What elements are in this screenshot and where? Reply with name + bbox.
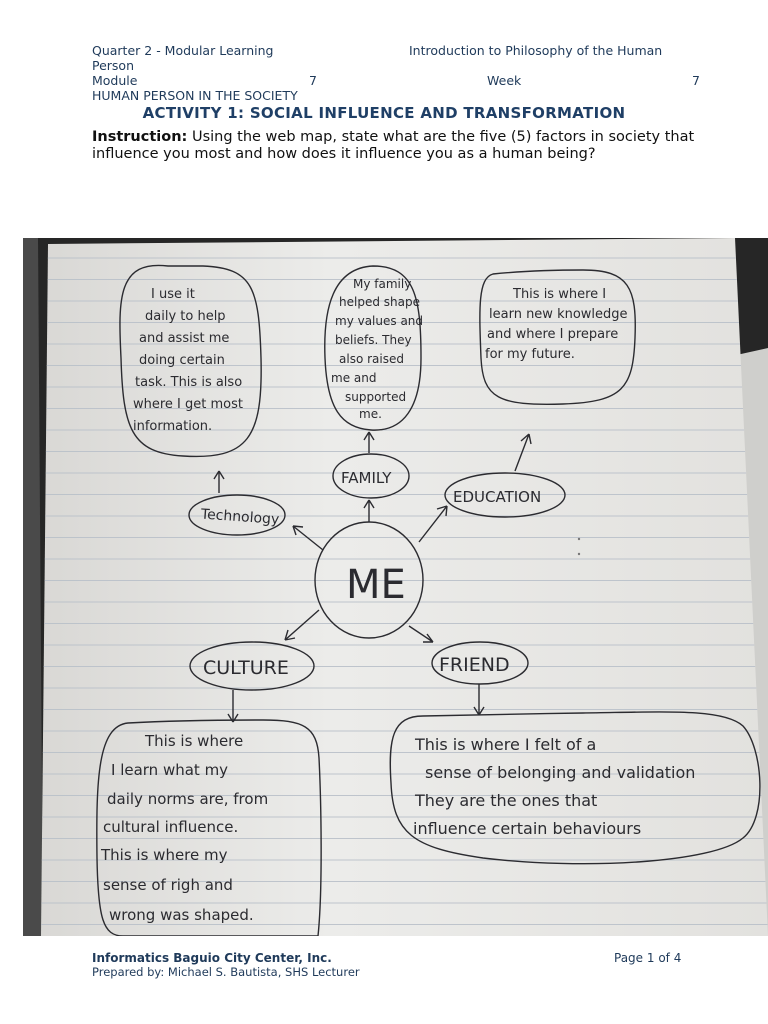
- center-me-text: ME: [346, 562, 406, 608]
- culture-label: CULTURE: [203, 657, 289, 679]
- technology-note-line: where I get most: [133, 397, 243, 412]
- culture-note-line: I learn what my: [111, 761, 229, 779]
- education-note-line: for my future.: [485, 347, 575, 362]
- culture-note-line: wrong was shaped.: [109, 906, 254, 924]
- culture-note-line: sense of righ and: [103, 876, 233, 894]
- header-module-label: Module: [92, 73, 138, 88]
- instruction-label: Instruction:: [92, 129, 188, 145]
- header-topic: HUMAN PERSON IN THE SOCIETY: [92, 88, 298, 103]
- family-note-line: supported: [345, 390, 407, 404]
- instruction-text: Using the web map, state what are the five (5) factors in society that influence you most and how does it influence you as a human being?: [92, 129, 695, 162]
- education-note-line: This is where I: [513, 287, 607, 302]
- technology-note-line: I use it: [151, 287, 195, 302]
- technology-note-line: doing certain: [139, 353, 225, 368]
- family-note-line: My family: [353, 277, 412, 291]
- technology-note-line: information.: [133, 419, 213, 434]
- footer-prepared-by: Prepared by: Michael S. Bautista, SHS Lecturer: [92, 965, 360, 979]
- technology-note-line: daily to help: [145, 309, 226, 324]
- header-subject-cont: Person: [92, 58, 135, 73]
- family-note-line: me and: [331, 371, 377, 385]
- footer-organization: Informatics Baguio City Center, Inc.: [92, 951, 332, 965]
- web-map-photo: [23, 238, 768, 936]
- technology-note-line: and assist me: [139, 331, 230, 346]
- family-note-line: my values and: [335, 314, 424, 328]
- family-note-line: beliefs. They: [335, 333, 412, 347]
- friend-note-line: sense of belonging and validation: [425, 763, 696, 782]
- header-week-number: 7: [692, 73, 700, 88]
- family-note-line: me.: [359, 407, 382, 421]
- header-module-number: 7: [309, 73, 317, 88]
- culture-note-line: cultural influence.: [103, 818, 239, 836]
- header-quarter: Quarter 2 - Modular Learning: [92, 43, 274, 58]
- friend-label: FRIEND: [439, 654, 510, 676]
- instruction: [92, 129, 702, 163]
- family-note-line: helped shape: [339, 295, 420, 309]
- education-note-line: learn new knowledge: [489, 307, 628, 322]
- technology-label: Technology: [200, 506, 280, 528]
- friend-note-line: This is where I felt of a: [415, 735, 597, 754]
- header-week-label: Week: [487, 73, 522, 88]
- family-label: FAMILY: [341, 469, 392, 487]
- education-note-line: and where I prepare: [487, 327, 619, 342]
- friend-note-line: They are the ones that: [415, 791, 598, 810]
- culture-note-line: This is where my: [101, 846, 228, 864]
- activity-title: ACTIVITY 1: SOCIAL INFLUENCE AND TRANSFORMATION: [142, 104, 626, 122]
- culture-note-line: daily norms are, from: [107, 790, 269, 808]
- header-subject: Introduction to Philosophy of the Human: [409, 43, 663, 58]
- footer-page-number: Page 1 of 4: [614, 951, 682, 965]
- culture-note-line: This is where: [145, 732, 244, 750]
- friend-note-line: influence certain behaviours: [413, 819, 642, 838]
- education-label: EDUCATION: [453, 488, 542, 506]
- family-note-line: also raised: [339, 352, 404, 366]
- technology-note-line: task. This is also: [135, 375, 243, 390]
